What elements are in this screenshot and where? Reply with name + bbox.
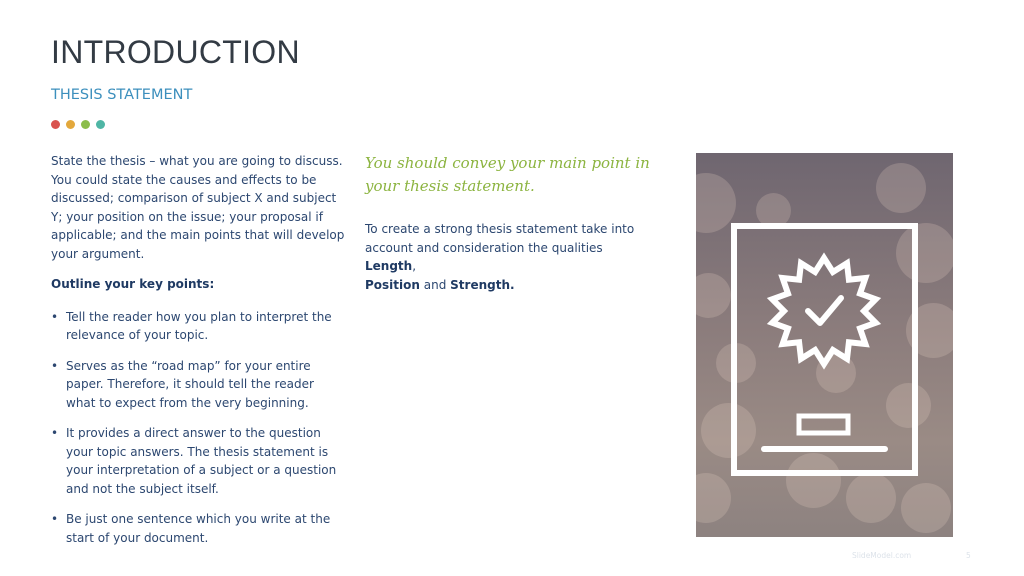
body-and: and <box>419 277 451 292</box>
list-item: • Be just one sentence which you write at the start of your document. <box>51 510 346 547</box>
page-number: 5 <box>966 551 971 560</box>
dot-teal <box>96 120 105 129</box>
dot-green <box>81 120 90 129</box>
decorative-dots <box>51 120 105 129</box>
key-points-list <box>51 308 346 548</box>
dot-red <box>51 120 60 129</box>
list-item: • It provides a direct answer to the question your topic answers. The thesis statement is your interpretation of a subject or a question and not the subject itself. <box>51 424 346 498</box>
dot-orange <box>66 120 75 129</box>
middle-body-text <box>365 220 655 294</box>
slide-subtitle: THESIS STATEMENT <box>51 87 193 103</box>
middle-column <box>365 152 655 294</box>
body-comma: , <box>412 259 417 273</box>
slide-title: INTRODUCTION <box>51 34 300 70</box>
intro-paragraph: State the thesis – what you are going to discuss. You could state the causes and effects to be discussed; comparison of subject X and subject Y; your position on the issue; your proposal if applicable; and the main points that will develop your argument. <box>51 154 345 261</box>
list-item: • Tell the reader how you plan to interpret the relevance of your topic. <box>51 308 346 345</box>
list-item: • Serves as the “road map” for your entire paper. Therefore, it should tell the reader what to expect from the very beginning. <box>51 357 346 413</box>
quality-position: Position <box>365 277 420 292</box>
outline-heading: Outline your key points: <box>51 277 215 291</box>
highlight-quote: You should convey your main point in your thesis statement. <box>365 154 650 195</box>
left-column <box>51 152 346 559</box>
body-prefix: To create a strong thesis statement take into account and consideration the qualities <box>365 222 635 255</box>
watermark: SlideModel.com <box>852 551 912 560</box>
quality-strength: Strength. <box>450 277 515 292</box>
quality-length: Length <box>365 259 413 273</box>
certificate-badge-icon <box>696 153 953 537</box>
bokeh-background-image <box>696 153 953 537</box>
